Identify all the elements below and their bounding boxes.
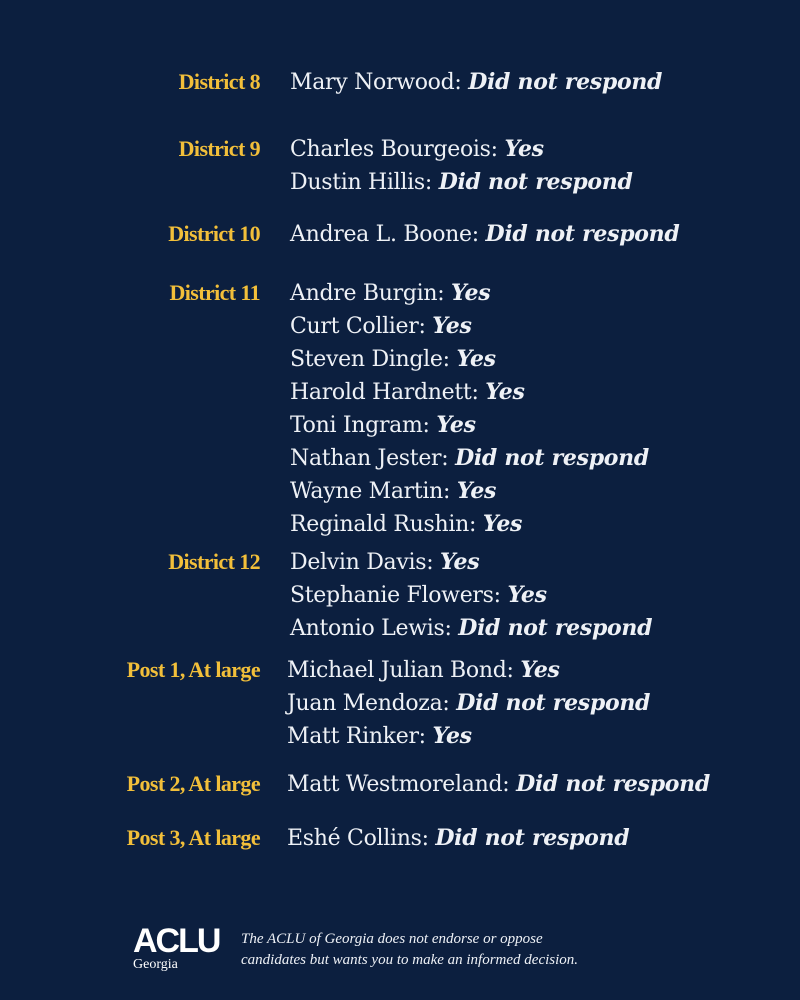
candidate-entry <box>287 768 710 801</box>
candidate-name: Charles Bourgeois: <box>290 137 498 162</box>
candidate-response: Yes <box>485 379 525 405</box>
candidate-entry <box>290 133 633 166</box>
candidate-list <box>290 66 662 99</box>
candidate-response: Yes <box>507 582 547 608</box>
candidate-response: Yes <box>482 511 523 537</box>
candidate-list <box>287 822 629 855</box>
candidate-response: Did not respond <box>435 825 630 851</box>
candidate-entry <box>290 475 649 508</box>
candidate-name: Toni Ingram: <box>290 413 430 438</box>
candidate-entry <box>290 579 652 612</box>
candidate-name: Michael Julian Bond: <box>287 658 514 683</box>
aclu-logo <box>133 922 220 973</box>
candidate-response: Yes <box>504 136 544 162</box>
candidate-name: Stephanie Flowers: <box>290 583 501 608</box>
candidate-entry <box>290 343 649 376</box>
group-label: District 8 <box>178 69 260 94</box>
candidate-name: Reginald Rushin: <box>290 512 477 537</box>
candidate-entry <box>290 546 652 579</box>
candidate-list <box>290 133 633 199</box>
candidate-entry <box>290 310 649 343</box>
candidate-response: Did not respond <box>438 169 633 195</box>
candidate-response: Yes <box>436 412 476 438</box>
candidate-name: Nathan Jester: <box>290 446 449 471</box>
candidate-entry <box>287 822 629 855</box>
candidate-entry <box>290 66 662 99</box>
candidate-list <box>290 218 679 251</box>
candidate-name: Mary Norwood: <box>290 70 462 95</box>
candidate-name: Wayne Martin: <box>290 479 451 504</box>
candidate-name: Andre Burgin: <box>290 281 445 306</box>
candidate-entry <box>287 687 650 720</box>
group-label: Post 2, At large <box>126 771 260 796</box>
footer <box>0 922 800 985</box>
disclaimer <box>241 929 578 971</box>
candidate-entry <box>290 508 649 541</box>
group-label: District 11 <box>169 280 260 305</box>
logo-subtext: Georgia <box>133 957 178 972</box>
candidate-entry <box>287 654 650 687</box>
candidate-response: Yes <box>440 549 480 575</box>
candidate-name: Steven Dingle: <box>290 347 450 372</box>
disclaimer-line: The ACLU of Georgia does not endorse or oppose <box>241 931 543 947</box>
candidate-name: Delvin Davis: <box>290 550 434 575</box>
candidate-response: Yes <box>432 723 472 749</box>
candidate-list <box>290 277 649 541</box>
candidate-name: Antonio Lewis: <box>290 616 452 641</box>
candidate-response: Did not respond <box>516 771 710 797</box>
candidate-name: Matt Westmoreland: <box>287 772 510 797</box>
candidate-entry <box>290 277 649 310</box>
candidate-name: Harold Hardnett: <box>290 380 479 405</box>
group-label: District 12 <box>168 549 260 574</box>
candidate-list <box>287 768 710 801</box>
candidate-response: Did not respond <box>485 221 680 247</box>
candidate-entry <box>290 166 633 199</box>
group-label: Post 1, At large <box>126 657 260 682</box>
candidate-name: Juan Mendoza: <box>287 691 450 716</box>
candidate-response: Did not respond <box>468 69 663 95</box>
candidate-response: Did not respond <box>456 690 651 716</box>
candidate-list <box>290 546 652 645</box>
candidate-response: Yes <box>520 657 560 683</box>
candidate-entry <box>290 442 649 475</box>
candidate-name: Curt Collier: <box>290 314 426 339</box>
candidate-response: Yes <box>456 478 497 504</box>
group-label: District 9 <box>178 136 260 161</box>
candidate-entry <box>290 612 652 645</box>
candidate-response: Did not respond <box>458 615 653 641</box>
logo-wordmark: ACLU <box>133 922 220 960</box>
group-label: Post 3, At large <box>126 825 260 850</box>
candidate-entry <box>290 409 649 442</box>
candidate-name: Matt Rinker: <box>287 724 426 749</box>
candidate-name: Andrea L. Boone: <box>290 222 479 247</box>
candidate-response: Yes <box>456 346 496 372</box>
candidate-entry <box>287 720 650 753</box>
candidate-response: Yes <box>432 313 472 339</box>
candidate-list <box>287 654 650 753</box>
candidate-entry <box>290 218 679 251</box>
candidate-response: Did not respond <box>455 445 649 471</box>
candidate-response: Yes <box>451 280 491 306</box>
group-label: District 10 <box>168 221 260 246</box>
disclaimer-line: candidates but wants you to make an informed decision. <box>241 952 579 968</box>
candidate-name: Eshé Collins: <box>287 826 429 851</box>
candidate-name: Dustin Hillis: <box>290 170 432 195</box>
candidate-entry <box>290 376 649 409</box>
